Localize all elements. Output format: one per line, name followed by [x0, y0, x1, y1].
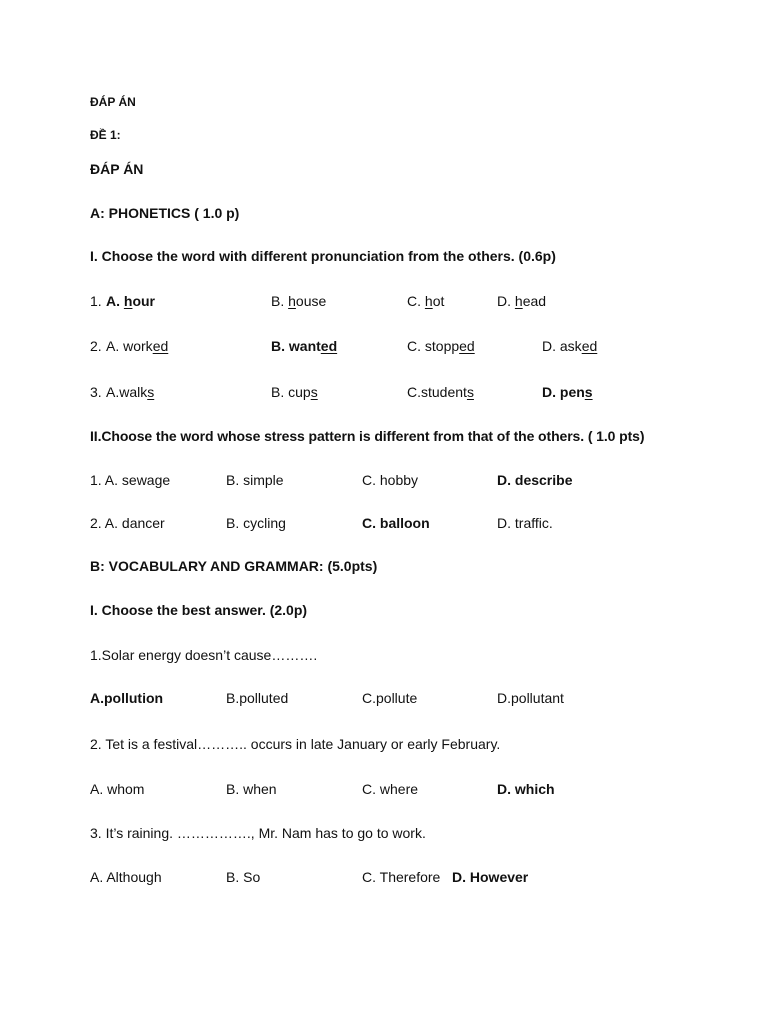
b1-q3-option-c: C. Therefore [362, 869, 441, 885]
b1-q3-option-b: B. So [226, 869, 261, 885]
a2-q2-option-a: 2. A. dancer [90, 515, 165, 531]
a1-q3-option-d: D. pens [542, 384, 593, 400]
header-dap-an: ĐÁP ÁN [90, 161, 144, 177]
a2-q1-option-b: B. simple [226, 472, 284, 488]
section-a-part2-title: II.Choose the word whose stress pattern is different from that of the others. ( 1.0 pts) [90, 428, 645, 444]
b1-q2-option-d: D. which [497, 781, 555, 797]
a1-q2-option-a: A. worked [106, 338, 169, 354]
a1-q3-option-c: C.students [407, 384, 474, 400]
b1-q3-option-d: D. However [452, 869, 529, 885]
b1-q1-option-a: A.pollution [90, 690, 164, 706]
b1-q2-option-c: C. where [362, 781, 419, 797]
a1-q3-option-b: B. cups [271, 384, 318, 400]
section-b-title: B: VOCABULARY AND GRAMMAR: (5.0pts) [90, 558, 378, 574]
b1-q3-option-a: A. Although [90, 869, 162, 885]
a1-q2-option-b: B. wanted [271, 338, 338, 354]
a1-q1-option-b: B. house [271, 293, 327, 309]
a2-q1-option-d: D. describe [497, 472, 573, 488]
a2-q1-option-a: 1. A. sewage [90, 472, 171, 488]
a1-q3-option-a: A.walks [106, 384, 155, 400]
a2-q2-option-c: C. balloon [362, 515, 430, 531]
section-a-part1-title: I. Choose the word with different pronunciation from the others. (0.6p) [90, 248, 556, 264]
a1-q2-option-d: D. asked [542, 338, 598, 354]
section-a-title: A: PHONETICS ( 1.0 p) [90, 205, 240, 221]
section-b-part1-title: I. Choose the best answer. (2.0p) [90, 602, 308, 618]
a2-q1-option-c: C. hobby [362, 472, 419, 488]
a1-q1-option-c: C. hot [407, 293, 445, 309]
a1-q1-num: 1. [90, 293, 102, 309]
a2-q2-option-b: B. cycling [226, 515, 286, 531]
b1-q1-question: 1.Solar energy doesn’t cause………. [90, 647, 318, 663]
b1-q1-option-d: D.pollutant [497, 690, 564, 706]
a1-q2-num: 2. [90, 338, 102, 354]
b1-q3-question: 3. It’s raining. ……………., Mr. Nam has to go to work. [90, 825, 426, 841]
b1-q2-option-a: A. whom [90, 781, 145, 797]
b1-q1-option-c: C.pollute [362, 690, 418, 706]
a1-q1-option-a: A. hour [106, 293, 156, 309]
a1-q3-num: 3. [90, 384, 102, 400]
a1-q1-option-d: D. head [497, 293, 547, 309]
a1-q2-option-c: C. stopped [407, 338, 475, 354]
b1-q2-option-b: B. when [226, 781, 277, 797]
b1-q1-option-b: B.polluted [226, 690, 289, 706]
a2-q2-option-d: D. traffic. [497, 515, 553, 531]
header-dap-an-small: ĐÁP ÁN [90, 95, 136, 109]
header-de: ĐỀ 1: [90, 128, 121, 142]
b1-q2-question: 2. Tet is a festival……….. occurs in late January or early February. [90, 736, 501, 752]
